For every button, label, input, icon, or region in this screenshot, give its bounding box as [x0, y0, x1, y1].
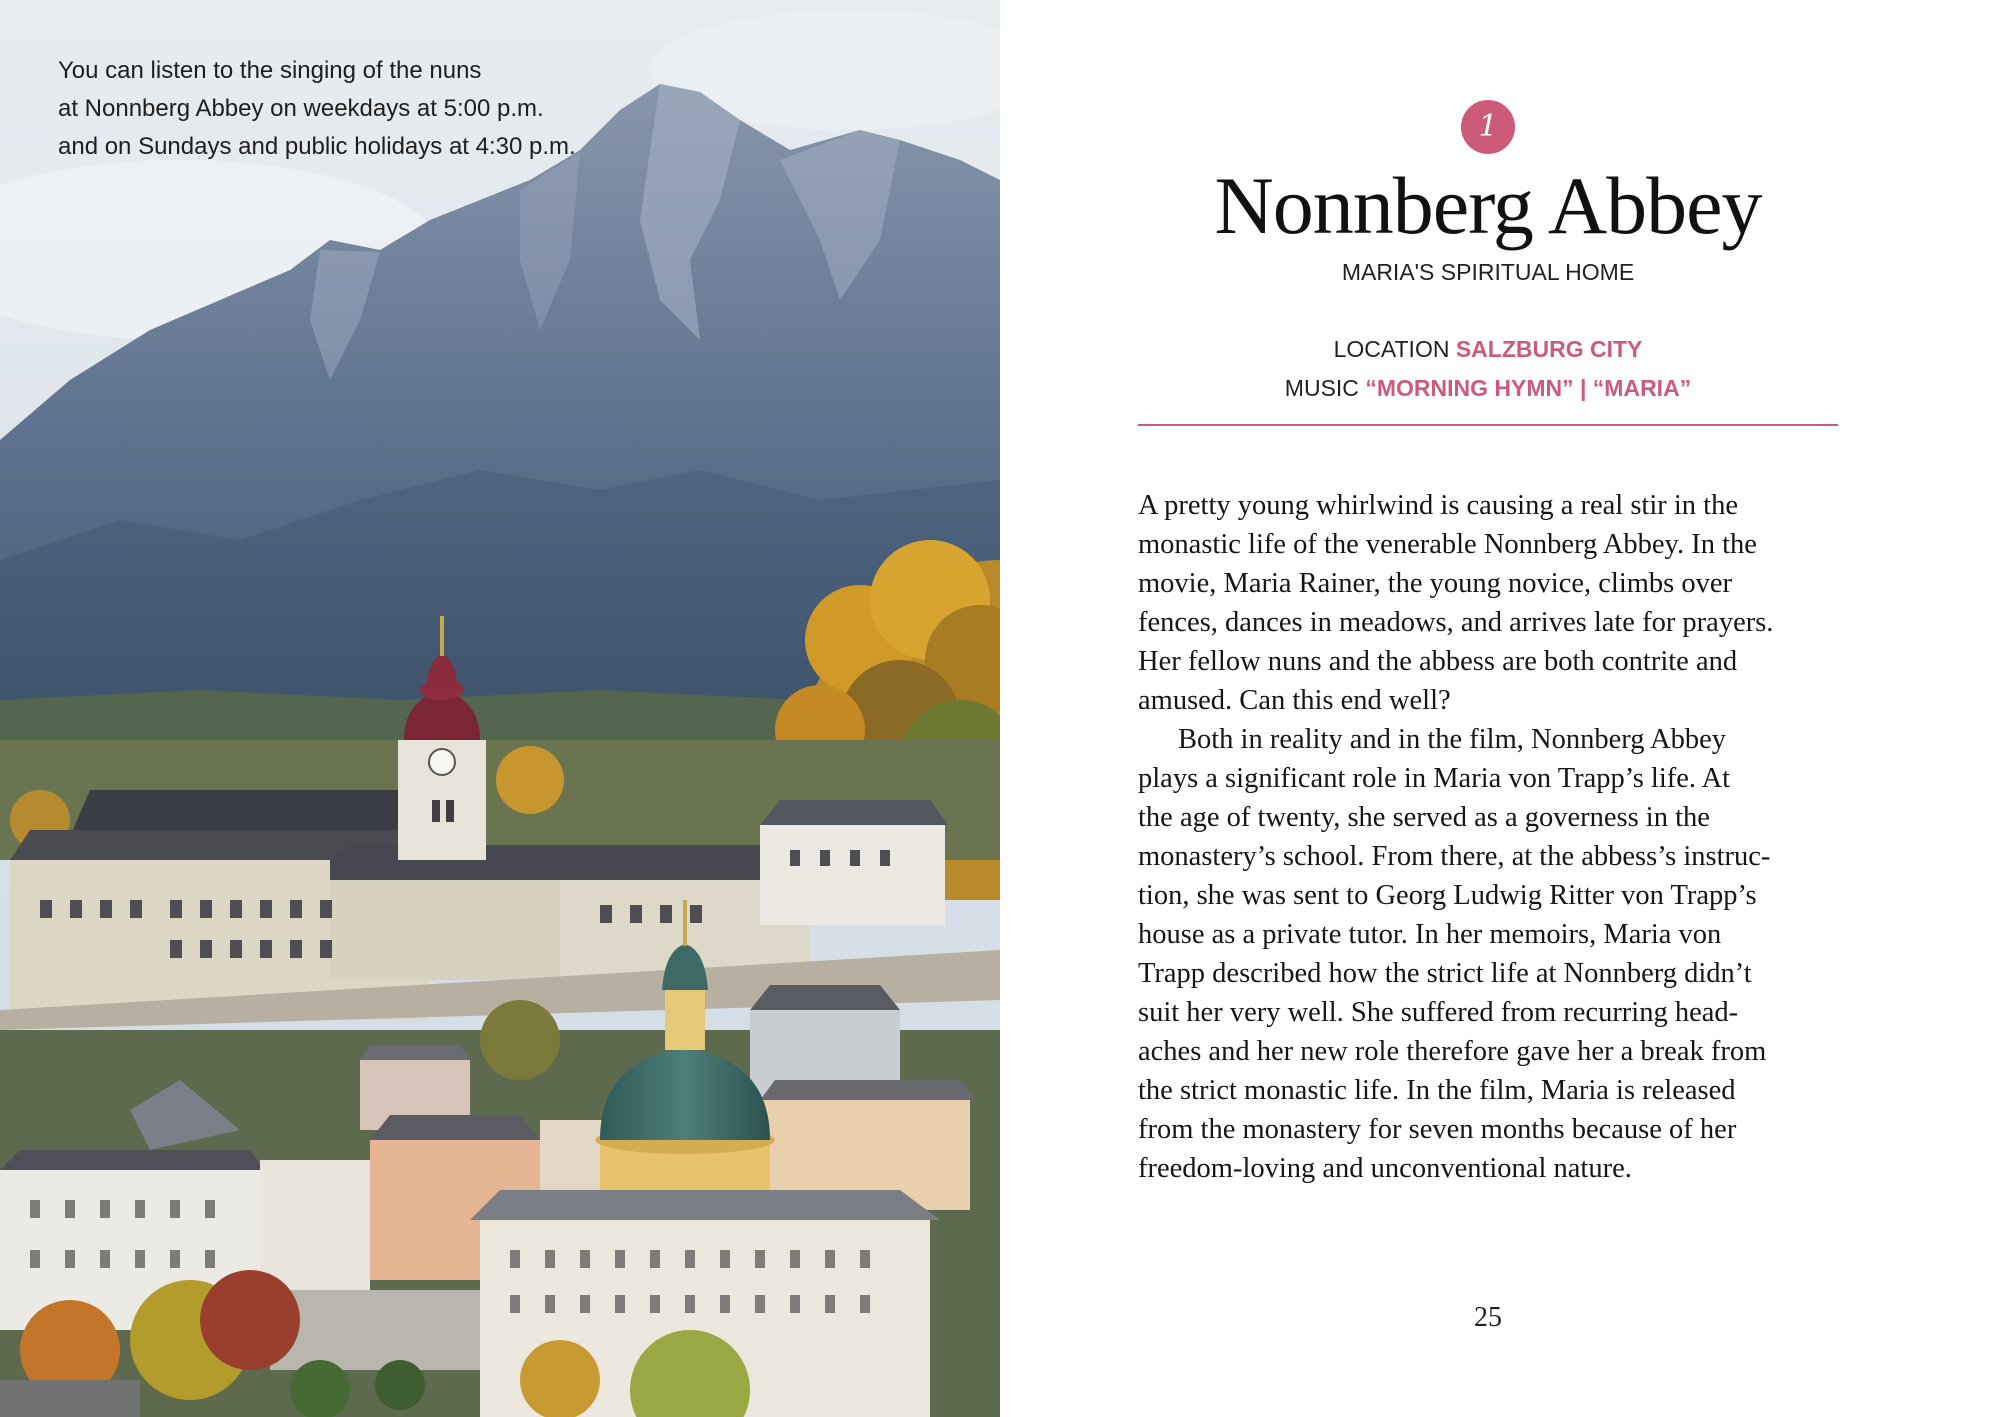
- caption-line: and on Sundays and public holidays at 4:30 p.m.: [58, 133, 576, 160]
- text-line: the age of twenty, she served as a governess in the: [1138, 802, 1710, 833]
- chapter-number-badge: 1: [1461, 100, 1515, 154]
- text-line: Her fellow nuns and the abbess are both contrite and: [1138, 646, 1738, 677]
- text-line: amused. Can this end well?: [1138, 685, 1451, 716]
- text-line: tion, she was sent to Georg Ludwig Ritter von Trapp’s: [1138, 880, 1757, 911]
- entry-title: Nonnberg Abbey: [1214, 160, 1762, 251]
- location-line: [1000, 334, 1976, 364]
- text-line: monastery’s school. From there, at the abbess’s instruc-: [1138, 841, 1771, 872]
- text-line: movie, Maria Rainer, the young novice, climbs over: [1138, 568, 1733, 599]
- text-line: A pretty young whirlwind is causing a real stir in the: [1138, 490, 1738, 521]
- text-line: aches and her new role therefore gave her a break from: [1138, 1036, 1767, 1067]
- photo-caption: [58, 52, 678, 166]
- text-line: fences, dances in meadows, and arrives late for prayers.: [1138, 607, 1774, 638]
- caption-line: at Nonnberg Abbey on weekdays at 5:00 p.m.: [58, 95, 544, 122]
- text-line: Trapp described how the strict life at Nonnberg didn’t: [1138, 958, 1752, 989]
- caption-line: You can listen to the singing of the nuns: [58, 57, 482, 84]
- entry-subtitle: MARIA'S SPIRITUAL HOME: [1341, 259, 1635, 285]
- text-line: Both in reality and in the film, Nonnberg Abbey: [1178, 724, 1727, 755]
- text-line: house as a private tutor. In her memoirs, Maria von: [1138, 919, 1722, 950]
- text-line: the strict monastic life. In the film, Maria is released: [1138, 1075, 1736, 1106]
- paragraph-2: [1138, 720, 1844, 1188]
- music-value: “MORNING HYMN” | “MARIA”: [1365, 375, 1692, 401]
- text-line: from the monastery for seven months because of her: [1138, 1114, 1737, 1145]
- text-line: plays a significant role in Maria von Trapp’s life. At: [1138, 763, 1731, 794]
- music-label: MUSIC: [1284, 375, 1359, 401]
- text-page: [1000, 0, 2000, 1417]
- paragraph-1: [1138, 486, 1844, 720]
- text-line: monastic life of the venerable Nonnberg Abbey. In the: [1138, 529, 1757, 560]
- text-line: freedom-loving and unconventional nature.: [1138, 1153, 1632, 1184]
- text-line: suit her very well. She suffered from recurring head-: [1138, 997, 1739, 1028]
- music-line: [1000, 373, 1976, 403]
- location-value: SALZBURG CITY: [1455, 336, 1643, 362]
- body-text: [1138, 486, 1844, 1188]
- location-label: LOCATION: [1333, 336, 1450, 362]
- divider-rule: [1138, 424, 1838, 426]
- page-number: 25: [1474, 1302, 1502, 1333]
